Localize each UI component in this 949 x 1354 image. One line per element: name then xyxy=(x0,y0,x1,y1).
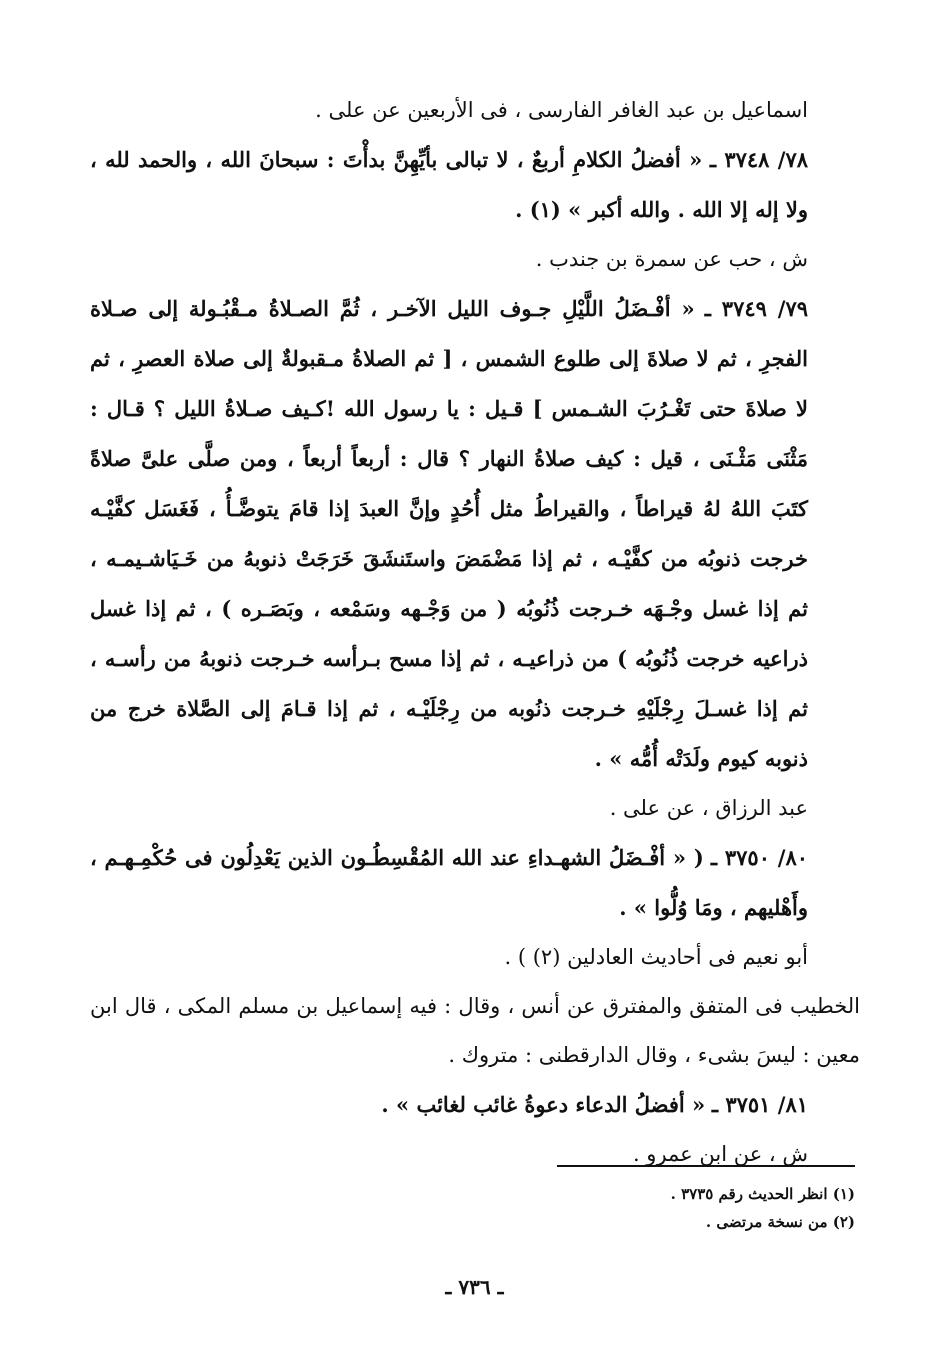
hadith-number: ٧٨/ ٣٧٤٨ ـ xyxy=(709,147,808,172)
hadith-number: ٨٠/ ٣٧٥٠ ـ xyxy=(710,845,808,870)
hadith-number: ٨١/ ٣٧٥١ ـ xyxy=(711,1092,808,1117)
hadith-3749 xyxy=(90,284,860,784)
source-line-4: أبو نعيم فى أحاديث العادلين (٢) ) . xyxy=(504,945,808,969)
footnote-1: (١) انظر الحديث رقم ٣٧٣٥ . xyxy=(670,1185,855,1203)
source-line-5: الخطيب فى المتفق والمفترق عن أنس ، وقال : فيه إسماعيل بن مسلم المكى ، قال ابن معين : ليسَ بشىء ، وقال الدارقطنى : متروك . xyxy=(90,994,860,1067)
hadith-3751 xyxy=(90,1080,860,1130)
hadith-3750 xyxy=(90,833,860,933)
hadith-text: « أفضلُ الدعاء دعوةُ غائب لغائب » . xyxy=(381,1092,706,1117)
footnote-divider xyxy=(557,1165,855,1167)
source-line-3: عبد الرزاق ، عن على . xyxy=(609,796,808,820)
hadith-text: ( « أفْـضَلُ الشهـداءِ عند الله المُقْسِطُـون الذين يَعْدِلُون فى حُكْمِـهـم ، وأَهْليهم ، ومَا وُلُّوا » . xyxy=(90,845,808,920)
hadith-text: « أفضلُ الكلامِ أربعٌ ، لا تبالى بأيِّهِنَّ بدأْتَ : سبحانَ الله ، والحمد لله ، ولا إله إلا الله . والله أكبر » (١) . xyxy=(90,147,808,222)
source-line-6: ش ، عن ابن عمرو . xyxy=(632,1142,808,1166)
hadith-text: « أفْـضَلُ اللَّيْلِ جـوف الليل الآخـر ، ثُمَّ الصـلاةُ مـقْبُـولة إلى صـلاة الفجرِ ، ثم لا صلاةَ إلى طلوع الشمس ، [ ثم الصلاةُ مـقبولةٌ إلى صلاة العصرِ ، ثم لا صلاةَ حتى تَغْـرُبَ الشـمس ] قـيل : يا رسول الله !كـيف صـلاةُ الليل ؟ قـال : مَثْنَى مَثْـنَى ، قيل : كيف صلاةُ النهار ؟ قال : أربعاً أربعاً ، ومن صلَّى علىَّ صلاةً كتَبَ اللهُ لهُ قيراطاً ، والقيراطُ مثل أُحُدٍ وإنَّ العبدَ إذا قامَ يتوضَّـأُ ، فَغَسَل كفَّيْـه خرجت ذنوبُه من كفَّيْـه ، ثم إذا مَضْمَضَ واستَنشَقَ خَرَجَتْ ذنوبهُ من خَـيَاشـيمـه ، ثم إذا غسل وجْـهَه خـرجت ذُنُوبُه ( من وَجْـهه وسَمْعه ، وبَصَـره ) ، ثم إذا غسل ذراعيه خرجت ذُنُوبُه ) من ذراعيـه ، ثم إذا مسح بـرأسه خـرجت ذنوبهُ من رأسـه ، ثم إذا غسـلَ رِجْلَيْهِ خـرجت ذنُوبه من رِجْلَيْـه ، ثم إذا قـامَ إلى الصَّلاة خرج من ذنوبه كيوم ولَدَتْه أُمُّه » . xyxy=(90,296,808,771)
hadith-3748 xyxy=(90,135,860,235)
main-text xyxy=(90,86,860,1179)
footnote-2: (٢) من نسخة مرتضى . xyxy=(705,1213,855,1231)
page-number: ـ ٧٣٦ ـ xyxy=(445,1275,504,1299)
hadith-number: ٧٩/ ٣٧٤٩ ـ xyxy=(704,296,808,321)
footnotes xyxy=(90,1180,855,1236)
source-line-2: ش ، حب عن سمرة بن جندب . xyxy=(535,247,808,271)
source-line-1: اسماعيل بن عبد الغافر الفارسى ، فى الأربعين عن على . xyxy=(315,98,808,122)
